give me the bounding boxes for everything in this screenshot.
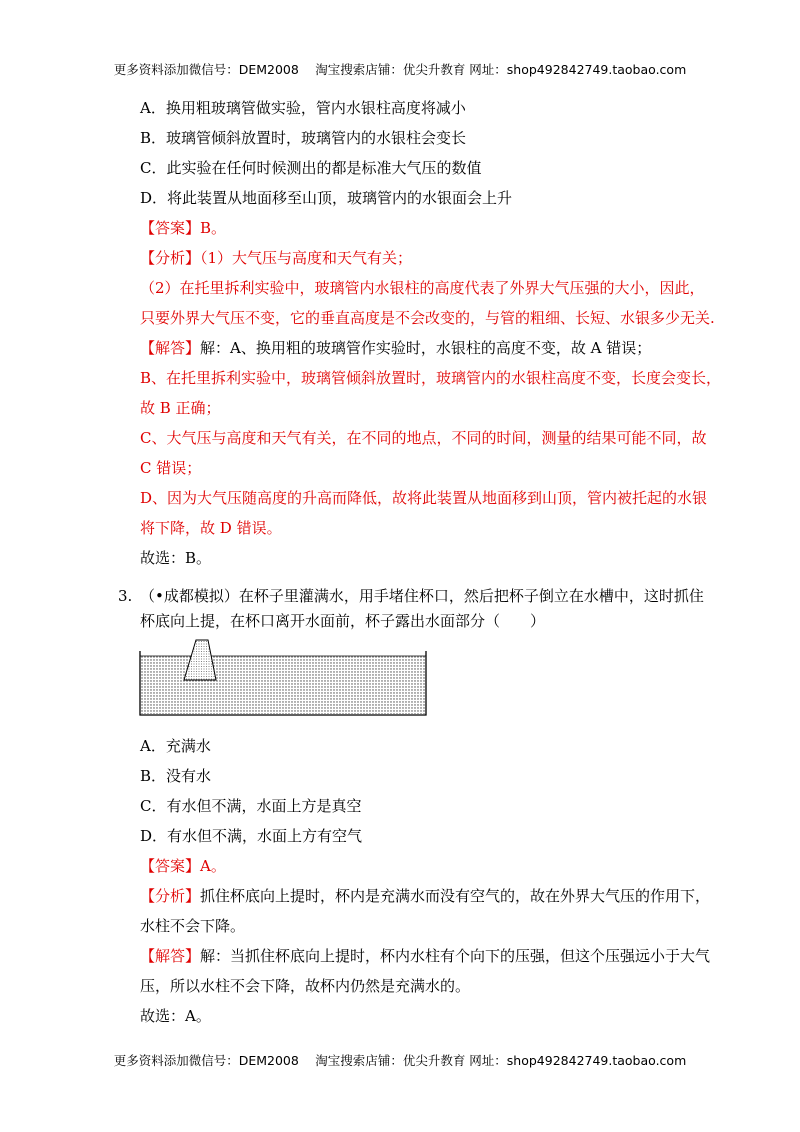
water-tank	[140, 651, 426, 715]
analysis-tag: 【分析】	[140, 887, 201, 905]
q3-solution-line-1	[140, 946, 710, 966]
solution-tag: 【解答】	[140, 947, 201, 965]
answer-tag: 【答案】	[140, 857, 201, 875]
q2-choose: 故选：B。	[140, 549, 212, 567]
q3-option-d: D．有水但不满，水面上方有空气	[140, 827, 363, 845]
answer-value: A。	[200, 857, 226, 875]
page-footer: 更多资料添加微信号：DEM2008 淘宝搜索店铺：优尖升教育 网址：shop492842749.taobao.com	[113, 1053, 687, 1068]
q2-solution-line-1	[140, 338, 651, 358]
page-header: 更多资料添加微信号：DEM2008 淘宝搜索店铺：优尖升教育 网址：shop492842749.taobao.com	[113, 62, 687, 77]
solution-text: 解：当抓住杯底向上提时，杯内水柱有个向下的压强，但这个压强远小于大气	[200, 947, 711, 965]
answer-tag: 【答案】	[140, 219, 201, 237]
analysis-text: （1）大气压与高度和天气有关；	[200, 249, 413, 267]
q2-solution-line-7: 将下降，故 D 错误。	[140, 519, 282, 537]
q2-solution-line-5: C 错误；	[140, 459, 202, 477]
analysis-text: 抓住杯底向上提时，杯内是充满水而没有空气的，故在外界大气压的作用下，	[200, 887, 711, 905]
q2-answer	[140, 218, 226, 238]
q3-analysis-line-2: 水柱不会下降。	[140, 917, 246, 935]
q2-analysis-line-3: 只要外界大气压不变，它的垂直高度是不会改变的，与管的粗细、长短、水银多少无关.	[140, 309, 715, 327]
q2-solution-line-2: B、在托里拆利实验中，玻璃管倾斜放置时，玻璃管内的水银柱高度不变，长度会变长，	[140, 369, 722, 387]
q3-stem-line-2: 杯底向上提，在杯口离开水面前，杯子露出水面部分（ ）	[140, 612, 546, 630]
solution-text: 解：A、换用粗的玻璃管作实验时，水银柱的高度不变，故 A 错误；	[200, 339, 652, 357]
q3-option-a: A．充满水	[140, 737, 211, 755]
q3-stem-line-1: （•成都模拟）在杯子里灌满水，用手堵住杯口，然后把杯子倒立在水槽中，这时抓住	[140, 587, 704, 605]
q3-answer	[140, 856, 226, 876]
q2-option-d: D．将此装置从地面移至山顶，玻璃管内的水银面会上升	[140, 189, 513, 207]
q2-solution-line-3: 故 B 正确；	[140, 399, 221, 417]
q3-choose: 故选：A。	[140, 1007, 211, 1025]
q3-analysis-line-1	[140, 886, 710, 906]
q3-solution-line-2: 压，所以水柱不会下降，故杯内仍然是充满水的。	[140, 977, 471, 995]
water-tank-cup-figure	[138, 638, 428, 718]
q2-analysis-line-2: （2）在托里拆利实验中，玻璃管内水银柱的高度代表了外界大气压强的大小，因此，	[140, 279, 705, 297]
q3-option-c: C．有水但不满，水面上方是真空	[140, 797, 362, 815]
solution-tag: 【解答】	[140, 339, 201, 357]
analysis-tag: 【分析】	[140, 249, 201, 267]
q2-solution-line-6: D、因为大气压随高度的升高而降低，故将此装置从地面移到山顶，管内被托起的水银	[140, 489, 708, 507]
answer-value: B。	[200, 219, 227, 237]
q2-solution-line-4: C、大气压与高度和天气有关，在不同的地点，不同的时间，测量的结果可能不同，故	[140, 429, 707, 447]
q2-option-c: C．此实验在任何时候测出的都是标准大气压的数值	[140, 159, 482, 177]
q2-option-a: A．换用粗玻璃管做实验，管内水银柱高度将减小	[140, 99, 466, 117]
q3-number: 3.	[118, 587, 133, 605]
q2-option-b: B．玻璃管倾斜放置时，玻璃管内的水银柱会变长	[140, 129, 467, 147]
q2-analysis-line-1	[140, 248, 412, 268]
q3-option-b: B．没有水	[140, 767, 212, 785]
